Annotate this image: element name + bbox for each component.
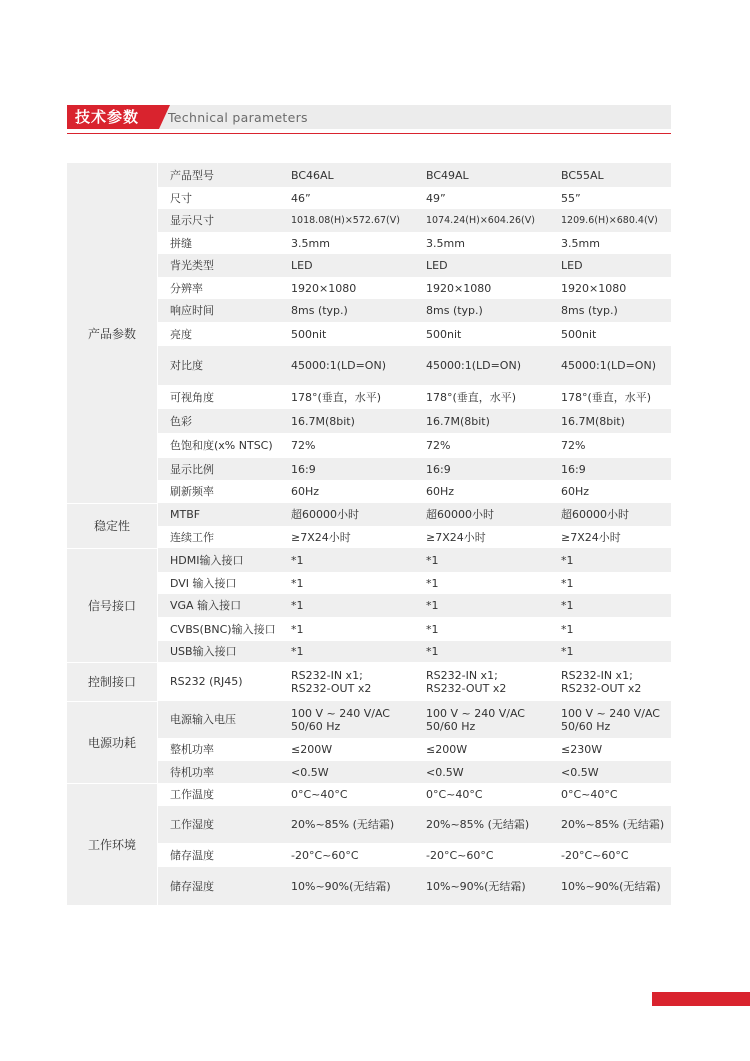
row-label: 工作温度	[170, 788, 214, 801]
category-label-signal: 信号接口	[87, 598, 136, 613]
value-bc49al: *1	[426, 553, 439, 567]
header-title-cn: 技术参数	[75, 108, 140, 126]
value-bc49al: 16:9	[426, 462, 451, 476]
table-row	[158, 322, 671, 346]
value-bc46al: *1	[291, 576, 304, 590]
table-row	[158, 738, 671, 761]
value-bc46al: 178°(垂直，水平)	[291, 390, 382, 404]
table-row	[158, 843, 671, 867]
row-label: 响应时间	[170, 304, 214, 317]
value-bc49al: 1920×1080	[426, 281, 492, 295]
row-label: 工作湿度	[170, 818, 214, 831]
row-label: 背光类型	[170, 259, 214, 272]
value-bc49al: 0°C~40°C	[426, 788, 483, 801]
row-label: 刷新频率	[170, 485, 214, 498]
value-bc55al: 0°C~40°C	[561, 788, 618, 801]
value-bc46al: LED	[291, 259, 313, 272]
value-bc49al: ≤200W	[426, 743, 468, 756]
row-label: 连续工作	[170, 530, 214, 544]
table-row	[158, 254, 671, 277]
row-label: 尺寸	[170, 191, 192, 205]
row-label: 对比度	[170, 359, 203, 372]
value-bc46al: 100 V ~ 240 V/AC 50/60 Hz	[291, 706, 390, 733]
table-row	[158, 433, 671, 458]
table-row	[158, 867, 671, 905]
value-bc55al: RS232-IN x1; RS232-OUT x2	[561, 668, 642, 695]
table-row	[158, 385, 671, 409]
table-row	[158, 409, 671, 433]
value-bc46al: ≤200W	[291, 743, 333, 756]
value-bc46al: 60Hz	[291, 485, 320, 498]
value-bc46al: ≥7X24小时	[291, 530, 351, 544]
value-bc55al: *1	[561, 599, 574, 612]
row-label: 储存温度	[170, 848, 214, 862]
row-label: RS232 (RJ45)	[170, 675, 243, 688]
section-header	[67, 105, 671, 129]
value-bc49al: 500nit	[426, 327, 462, 341]
value-bc55al: *1	[561, 622, 574, 636]
value-bc55al: ≤230W	[561, 743, 603, 756]
value-bc49al: 1074.24(H)×604.26(V)	[426, 215, 535, 226]
value-bc55al: *1	[561, 576, 574, 590]
value-bc46al: *1	[291, 645, 304, 658]
value-bc49al: LED	[426, 259, 448, 272]
value-bc49al: ≥7X24小时	[426, 530, 486, 544]
value-bc55al: 3.5mm	[561, 236, 600, 250]
value-bc49al: 10%~90%(无结霜)	[426, 879, 526, 893]
value-bc46al: 20%~85% (无结霜)	[291, 818, 395, 831]
value-bc55al: 100 V ~ 240 V/AC 50/60 Hz	[561, 706, 660, 733]
value-bc46al: *1	[291, 553, 304, 567]
table-row	[158, 594, 671, 617]
value-bc55al: *1	[561, 645, 574, 658]
value-bc46al: *1	[291, 622, 304, 636]
category-label-product: 产品参数	[87, 326, 136, 341]
row-label: VGA 输入接口	[170, 599, 242, 612]
value-bc49al: 49”	[426, 191, 446, 205]
value-bc49al: 16.7M(8bit)	[426, 414, 490, 428]
row-label: 分辨率	[170, 281, 203, 295]
row-label: 整机功率	[170, 743, 214, 756]
value-bc49al: 8ms (typ.)	[426, 304, 483, 317]
value-bc46al: 10%~90%(无结霜)	[291, 879, 391, 893]
table-row	[158, 548, 671, 572]
value-bc46al: 8ms (typ.)	[291, 304, 348, 317]
value-bc49al: 3.5mm	[426, 236, 465, 250]
value-bc46al: 1018.08(H)×572.67(V)	[291, 215, 400, 226]
value-bc55al: 60Hz	[561, 485, 590, 498]
value-bc49al: *1	[426, 622, 439, 636]
value-bc55al: 1920×1080	[561, 281, 627, 295]
table-row	[158, 572, 671, 594]
table-row	[158, 163, 671, 187]
value-bc55al: 10%~90%(无结霜)	[561, 879, 661, 893]
value-bc55al: *1	[561, 553, 574, 567]
row-label: 可视角度	[170, 390, 214, 404]
value-bc55al: 55”	[561, 191, 581, 205]
value-bc49al: *1	[426, 645, 439, 658]
category-label-environment: 工作环境	[87, 837, 136, 852]
value-bc49al: 超60000小时	[426, 508, 494, 521]
row-label: 色彩	[170, 414, 192, 428]
value-bc55al: 16.7M(8bit)	[561, 414, 625, 428]
value-bc49al: BC49AL	[426, 168, 469, 182]
table-row	[158, 662, 671, 701]
row-label: 亮度	[170, 327, 192, 341]
table-row	[158, 806, 671, 843]
value-bc49al: -20°C~60°C	[426, 848, 494, 862]
value-bc46al: 45000:1(LD=ON)	[291, 359, 386, 372]
row-label: 产品型号	[170, 168, 214, 182]
value-bc55al: -20°C~60°C	[561, 848, 629, 862]
table-row	[158, 209, 671, 232]
row-label: MTBF	[170, 508, 201, 521]
value-bc49al: 178°(垂直，水平)	[426, 390, 517, 404]
value-bc55al: 500nit	[561, 327, 597, 341]
category-label-control: 控制接口	[87, 675, 136, 689]
value-bc46al: BC46AL	[291, 168, 334, 182]
value-bc46al: 16:9	[291, 462, 316, 476]
row-label: 显示比例	[170, 462, 214, 476]
value-bc55al: 超60000小时	[561, 508, 629, 521]
value-bc46al: 0°C~40°C	[291, 788, 348, 801]
table-row	[158, 232, 671, 254]
value-bc49al: *1	[426, 599, 439, 612]
table-row	[158, 761, 671, 783]
value-bc55al: 72%	[561, 439, 586, 452]
row-label: 待机功率	[170, 765, 214, 779]
row-label: 显示尺寸	[170, 214, 214, 227]
category-label-stability: 稳定性	[93, 519, 130, 533]
value-bc55al: 16:9	[561, 462, 586, 476]
row-label: 拼缝	[170, 236, 192, 250]
header-title-en: Technical parameters	[168, 110, 308, 125]
row-label: CVBS(BNC)输入接口	[170, 622, 276, 636]
table-row	[158, 277, 671, 299]
value-bc49al: 72%	[426, 439, 451, 452]
value-bc46al: 72%	[291, 439, 316, 452]
value-bc46al: 16.7M(8bit)	[291, 414, 355, 428]
value-bc49al: 60Hz	[426, 485, 455, 498]
table-row	[158, 701, 671, 738]
value-bc46al: RS232-IN x1; RS232-OUT x2	[291, 668, 372, 695]
value-bc49al: <0.5W	[426, 765, 464, 779]
value-bc46al: 46”	[291, 191, 311, 205]
table-row	[158, 526, 671, 548]
decorative-corner-bar	[652, 992, 750, 1006]
header-divider	[67, 133, 671, 134]
value-bc46al: *1	[291, 599, 304, 612]
table-row	[158, 346, 671, 385]
value-bc49al: 45000:1(LD=ON)	[426, 359, 521, 372]
value-bc55al: 1209.6(H)×680.4(V)	[561, 215, 658, 226]
row-label: 电源输入电压	[170, 713, 236, 726]
value-bc46al: 1920×1080	[291, 281, 357, 295]
value-bc46al: -20°C~60°C	[291, 848, 359, 862]
table-row	[158, 299, 671, 322]
row-label: DVI 输入接口	[170, 576, 237, 590]
header-red-block	[67, 105, 159, 129]
table-row	[158, 187, 671, 209]
value-bc55al: <0.5W	[561, 765, 599, 779]
row-label: 储存湿度	[170, 879, 214, 893]
value-bc55al: ≥7X24小时	[561, 530, 621, 544]
value-bc46al: <0.5W	[291, 765, 329, 779]
row-label: USB输入接口	[170, 645, 237, 658]
value-bc49al: RS232-IN x1; RS232-OUT x2	[426, 668, 507, 695]
value-bc55al: 45000:1(LD=ON)	[561, 359, 656, 372]
value-bc49al: 20%~85% (无结霜)	[426, 818, 530, 831]
value-bc46al: 500nit	[291, 327, 327, 341]
table-row	[158, 783, 671, 806]
row-label: 色饱和度(x% NTSC)	[170, 439, 273, 452]
value-bc55al: BC55AL	[561, 168, 604, 182]
value-bc55al: LED	[561, 259, 583, 272]
table-row	[158, 458, 671, 480]
table-row	[158, 641, 671, 662]
table-row	[158, 480, 671, 503]
value-bc55al: 20%~85% (无结霜)	[561, 818, 665, 831]
value-bc46al: 3.5mm	[291, 236, 330, 250]
table-row	[158, 503, 671, 526]
value-bc55al: 178°(垂直，水平)	[561, 390, 652, 404]
table-row	[158, 617, 671, 641]
value-bc55al: 8ms (typ.)	[561, 304, 618, 317]
value-bc49al: 100 V ~ 240 V/AC 50/60 Hz	[426, 706, 525, 733]
value-bc49al: *1	[426, 576, 439, 590]
category-label-power: 电源功耗	[87, 735, 136, 750]
row-label: HDMI输入接口	[170, 553, 244, 567]
value-bc46al: 超60000小时	[291, 508, 359, 521]
